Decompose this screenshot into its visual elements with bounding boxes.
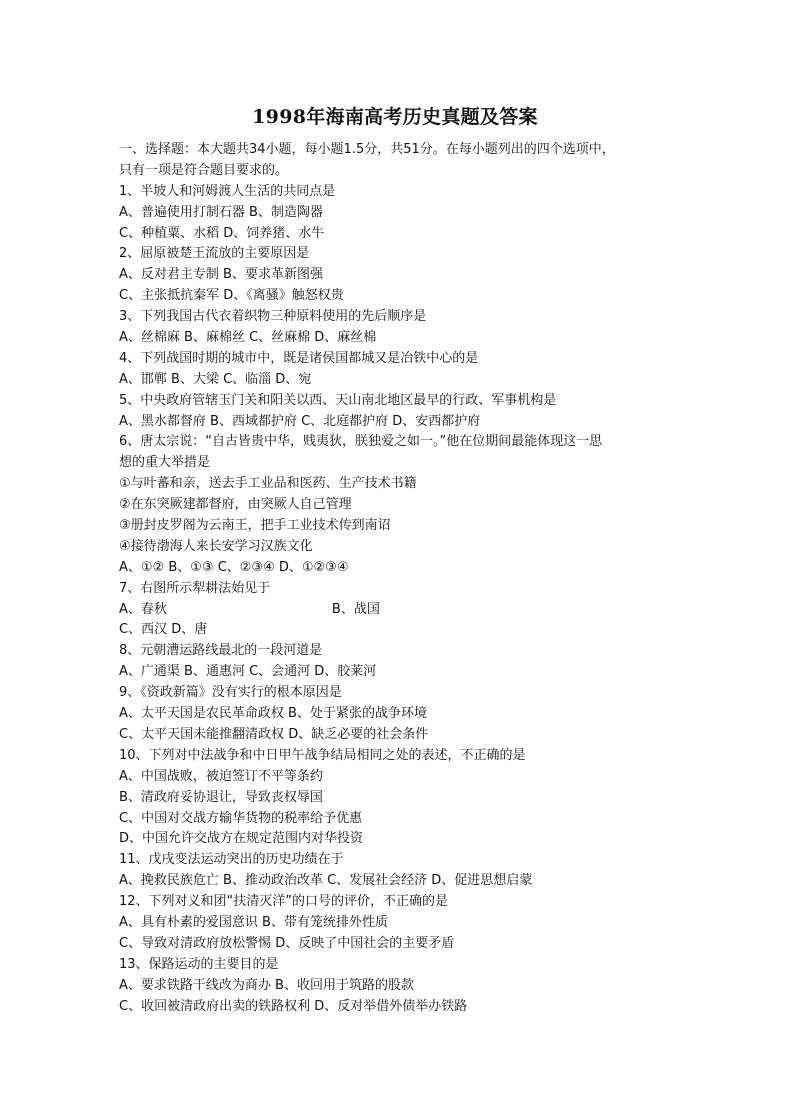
text-line: C、导致对清政府放松警惕 D、反映了中国社会的主要矛盾 — [119, 935, 455, 951]
text-line: ④接待渤海人来长安学习汉族文化 — [119, 538, 313, 554]
q7-option-b: B、战国 — [331, 601, 380, 617]
text-line: C、中国对交战方输华货物的税率给予优惠 — [119, 810, 363, 826]
document-title: 1998年海南高考历史真题及答案 — [252, 106, 538, 128]
text-line: 7、右图所示犁耕法始见于 — [119, 580, 271, 596]
text-line: 10、下列对中法战争和中日甲午战争结局相同之处的表述，不正确的是 — [119, 747, 526, 763]
text-line: 12、下列对义和团“扶清灭洋”的口号的评价，不正确的是 — [119, 894, 449, 910]
question-block-1 — [119, 140, 679, 600]
text-line: A、丝棉麻 B、麻棉丝 C、丝麻棉 D、麻丝棉 — [119, 330, 377, 346]
text-line: 1、半坡人和河姆渡人生活的共同点是 — [119, 183, 336, 199]
text-line: C、种植粟、水稻 D、饲养猪、水牛 — [119, 225, 325, 241]
text-line: C、西汉 D、唐 — [119, 622, 208, 638]
text-line: C、太平天国未能推翻清政权 D、缺乏必要的社会条件 — [119, 726, 429, 742]
text-line: C、主张抵抗秦军 D、《离骚》触怒权贵 — [119, 288, 344, 304]
text-line: A、具有朴素的爱国意识 B、带有笼统排外性质 — [119, 914, 388, 930]
text-line: A、①② B、①③ C、②③④ D、①②③④ — [119, 559, 349, 575]
text-line: 8、元朝漕运路线最北的一段河道是 — [119, 643, 323, 659]
text-line: A、中国战败，被迫签订不平等条约 — [119, 768, 323, 784]
q7-option-a: A、春秋 — [119, 601, 167, 617]
text-line: 4、下列战国时期的城市中，既是诸侯国都城又是冶铁中心的是 — [119, 350, 479, 366]
text-line: 11、戊戌变法运动突出的历史功绩在于 — [119, 852, 344, 868]
document-body — [119, 140, 679, 1017]
text-line: B、清政府妥协退让，导致丧权辱国 — [119, 789, 323, 805]
text-line: ③册封皮罗阁为云南王，把手工业技术传到南诏 — [119, 518, 391, 534]
text-line: 一、选择题：本大题共34小题，每小题1.5分，共51分。在每小题列出的四个选项中， — [119, 142, 615, 157]
text-line: A、要求铁路干线改为商办 B、收回用于筑路的股款 — [119, 977, 414, 993]
text-line: A、普遍使用打制石器 B、制造陶器 — [119, 204, 323, 220]
text-line: 想的重大举措是 — [119, 455, 211, 471]
text-line: A、反对君主专制 B、要求革新图强 — [119, 267, 323, 283]
text-line: ①与叶蕃和亲，送去手工业品和医药、生产技术书籍 — [119, 476, 417, 492]
question-block-2 — [119, 620, 679, 1017]
text-line: A、太平天国是农民革命政权 B、处于紧张的战争环境 — [119, 706, 427, 722]
text-line: A、黑水都督府 B、西域都护府 C、北庭都护府 D、安西都护府 — [119, 413, 481, 429]
text-line: C、收回被清政府出卖的铁路权利 D、反对举借外债举办铁路 — [119, 998, 468, 1014]
text-line: 2、屈原被楚王流放的主要原因是 — [119, 246, 310, 262]
text-line: 9、《资政新篇》没有实行的根本原因是 — [119, 685, 342, 701]
text-line: A、广通渠 B、通惠河 C、会通河 D、胶莱河 — [119, 664, 377, 680]
text-line: 3、下列我国古代衣着织物三种原料使用的先后顺序是 — [119, 309, 427, 325]
text-line: A、挽救民族危亡 B、推动政治改革 C、发展社会经济 D、促进思想启蒙 — [119, 873, 533, 889]
text-line: 5、中央政府管辖玉门关和阳关以西、天山南北地区最早的行政、军事机构是 — [119, 392, 557, 408]
text-line: 只有一项是符合题目要求的。 — [119, 162, 289, 178]
text-line: 13、保路运动的主要目的是 — [119, 956, 279, 972]
q7-options-row — [119, 600, 679, 621]
text-line: 6、唐太宗说：“自古皆贵中华，贱夷狄，朕独爱之如一。”他在位期间最能体现这一思 — [119, 434, 603, 450]
text-line: D、中国允许交战方在规定范围内对华投资 — [119, 831, 364, 847]
text-line: ②在东突厥建都督府，由突厥人自己管理 — [119, 497, 352, 513]
text-line: A、邯郸 B、大梁 C、临淄 D、宛 — [119, 371, 312, 387]
